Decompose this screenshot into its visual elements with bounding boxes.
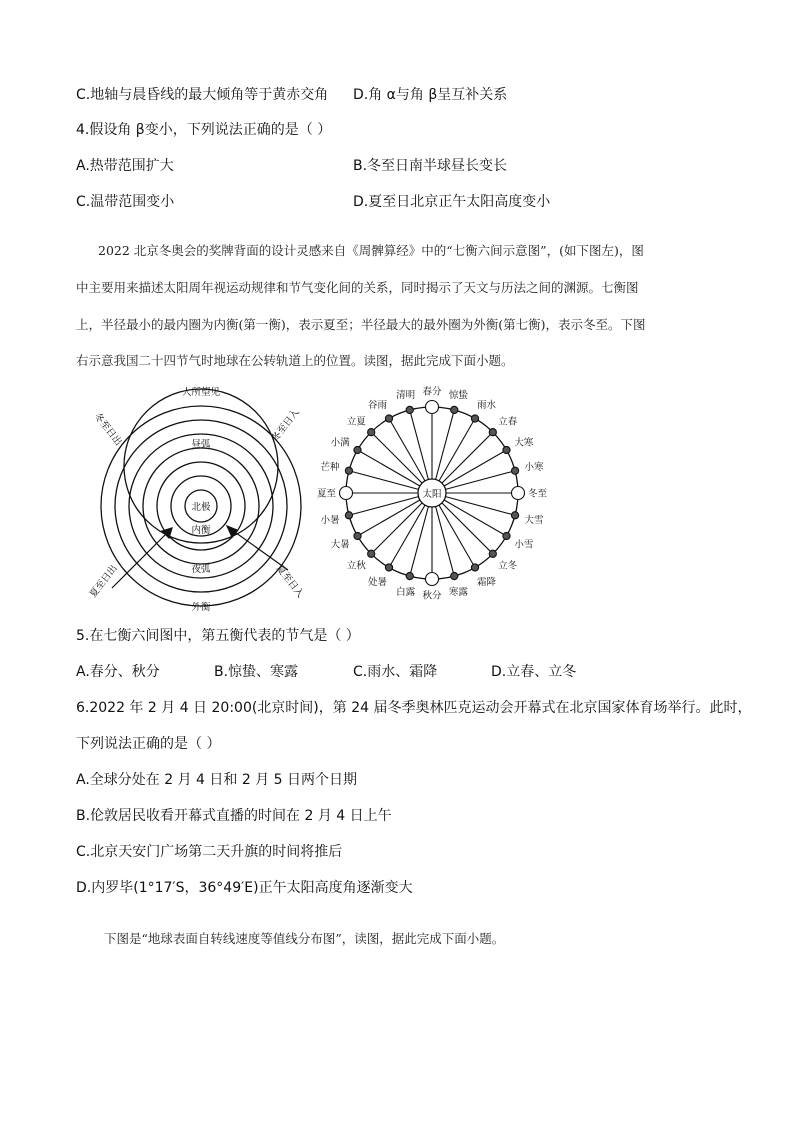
q4-option-d: D.夏至日北京正午太阳高度变小 (353, 194, 551, 210)
label-dz-set: 冬至日入 (269, 407, 302, 444)
label-xz-set: 夏至日入 (273, 563, 306, 600)
earth-position-marker (345, 467, 352, 474)
orbit-spoke (442, 503, 493, 554)
solar-term-label: 立冬 (498, 560, 518, 572)
q6-option-d: D.内罗毕(1°17′S，36°49′E)正午太阳高度角逐渐变大 (76, 880, 413, 896)
solar-term-label: 立春 (498, 416, 518, 428)
earth-position-marker (489, 429, 496, 436)
solar-term-label: 小寒 (524, 462, 544, 474)
q3-options-row (76, 85, 508, 105)
earth-position-marker (406, 406, 413, 413)
earth-position-marker (354, 532, 361, 539)
solar-term-label: 冬至 (528, 488, 548, 500)
earth-position-marker (385, 415, 392, 422)
solar-term-label: 立夏 (346, 416, 366, 428)
intro-line-1: 2022 北京冬奥会的奖牌背面的设计灵感来自《周髀算经》中的“七衡六间示意图”，(如下图左)，图 (98, 243, 644, 258)
orbit-spoke (349, 497, 419, 516)
label-neiheng: 内衡 (191, 525, 211, 536)
solar-term-label: 雨水 (477, 400, 497, 412)
earth-position-marker (511, 467, 518, 474)
orbit-spoke (410, 410, 429, 480)
q4-option-a: A.热带范围扩大 (76, 158, 174, 174)
solar-term-label: 小满 (330, 437, 350, 449)
solar-term-label: 白露 (396, 587, 416, 599)
q5-stem: 5.在七衡六间图中，第五衡代表的节气是（ ） (76, 628, 360, 644)
intro-line-4: 右示意我国二十四节气时地球在公转轨道上的位置。读图，据此完成下面小题。 (76, 353, 514, 368)
solar-term-label: 小暑 (320, 514, 340, 526)
earth-position-marker (471, 415, 478, 422)
q3-option-d: D.角 α与角 β呈互补关系 (353, 87, 508, 103)
earth-position-marker (368, 429, 375, 436)
solar-term-label: 处暑 (367, 576, 387, 588)
q3-option-c: C.地轴与晨昏线的最大倾角等于黄赤交角 (76, 87, 329, 103)
q4-option-b: B.冬至日南半球昼长变长 (353, 158, 508, 174)
q4-option-c: C.温带范围变小 (76, 194, 175, 210)
earth-position-marker (451, 406, 458, 413)
q6-stem-line-2: 下列说法正确的是（ ） (76, 736, 221, 752)
earth-position-marker (368, 550, 375, 557)
earth-position-marker (471, 564, 478, 571)
label-top: 人所望见 (181, 387, 221, 398)
earth-position-marker (503, 532, 510, 539)
earth-position-marker (512, 487, 525, 500)
earth-position-marker (511, 512, 518, 519)
solar-term-label: 谷雨 (367, 400, 387, 412)
earth-position-marker (426, 573, 439, 586)
solar-term-label: 大寒 (514, 437, 534, 449)
orbit-spoke (371, 503, 422, 554)
q6-option-a: A.全球分处在 2 月 4 日和 2 月 5 日两个日期 (76, 772, 358, 788)
solar-term-label: 霜降 (477, 576, 497, 588)
orbit-spoke (349, 471, 419, 490)
earth-position-marker (345, 512, 352, 519)
sun-label: 太阳 (422, 489, 442, 500)
earth-position-marker (385, 564, 392, 571)
solar-term-label: 大雪 (524, 514, 544, 526)
solar-term-label: 惊蛰 (448, 389, 468, 401)
solar-term-label: 小雪 (514, 539, 534, 551)
orbit-spoke (442, 432, 493, 483)
intro-line-2: 中主要用来描述太阳周年视运动规律和节气变化间的关系，同时揭示了天文与历法之间的渊源。七衡图 (76, 280, 639, 295)
q4-stem: 4.假设角 β变小，下列说法正确的是（ ） (76, 122, 332, 138)
earth-position-marker (489, 550, 496, 557)
solar-terms-orbit-diagram (316, 375, 560, 615)
earth-position-marker (426, 401, 439, 414)
earth-position-marker (354, 446, 361, 453)
solar-term-label: 立秋 (346, 560, 366, 572)
solar-term-label: 芒种 (320, 462, 340, 474)
orbit-spoke (446, 471, 516, 490)
q6-option-c: C.北京天安门广场第二天升旗的时间将推后 (76, 844, 343, 860)
solar-term-label: 大暑 (330, 539, 350, 551)
label-yehu: 夜弧 (191, 564, 211, 575)
q5-option-a: A.春分、秋分 (76, 664, 160, 680)
label-zhouhu: 昼弧 (191, 439, 211, 450)
q4-options-row-1 (76, 156, 508, 176)
orbit-spoke (446, 497, 516, 516)
intro-2: 下图是“地球表面自转线速度等值线分布图”，读图，据此完成下面小题。 (104, 931, 505, 946)
label-xz-rise: 夏至日出 (87, 563, 120, 600)
label-waiheng: 外衡 (191, 602, 211, 613)
label-beiji: 北极 (191, 502, 211, 513)
q5-option-b: B.惊蛰、寒露 (214, 664, 299, 680)
q6-option-b: B.伦敦居民收看开幕式直播的时间在 2 月 4 日上午 (76, 808, 392, 824)
earth-position-marker (406, 572, 413, 579)
solar-term-label: 清明 (396, 389, 416, 401)
q5-option-c: C.雨水、霜降 (353, 664, 438, 680)
solar-term-label: 寒露 (448, 587, 468, 599)
orbit-spoke (436, 507, 455, 577)
seven-heng-diagram (80, 380, 320, 615)
label-dz-rise: 冬至日出 (91, 411, 124, 448)
earth-position-marker (340, 487, 353, 500)
orbit-spoke (410, 507, 429, 577)
earth-position-marker (503, 446, 510, 453)
q6-stem-line-1: 6.2022 年 2 月 4 日 20:00(北京时间)，第 24 届冬季奥林匹克运动会开幕式在北京国家体育场举行。此时， (76, 700, 752, 716)
q4-options-row-2 (76, 192, 551, 212)
q5-option-d: D.立春、立冬 (491, 664, 577, 680)
solar-term-label: 夏至 (316, 488, 336, 500)
solar-term-label: 春分 (422, 386, 442, 398)
orbit-spoke (371, 432, 422, 483)
orbit-spoke (436, 410, 455, 480)
intro-line-3: 上，半径最小的最内圈为内衡(第一衡)，表示夏至；半径最大的最外圈为外衡(第七衡)，表示冬至。下图 (76, 317, 646, 332)
earth-position-marker (451, 572, 458, 579)
solar-term-label: 秋分 (422, 590, 442, 602)
